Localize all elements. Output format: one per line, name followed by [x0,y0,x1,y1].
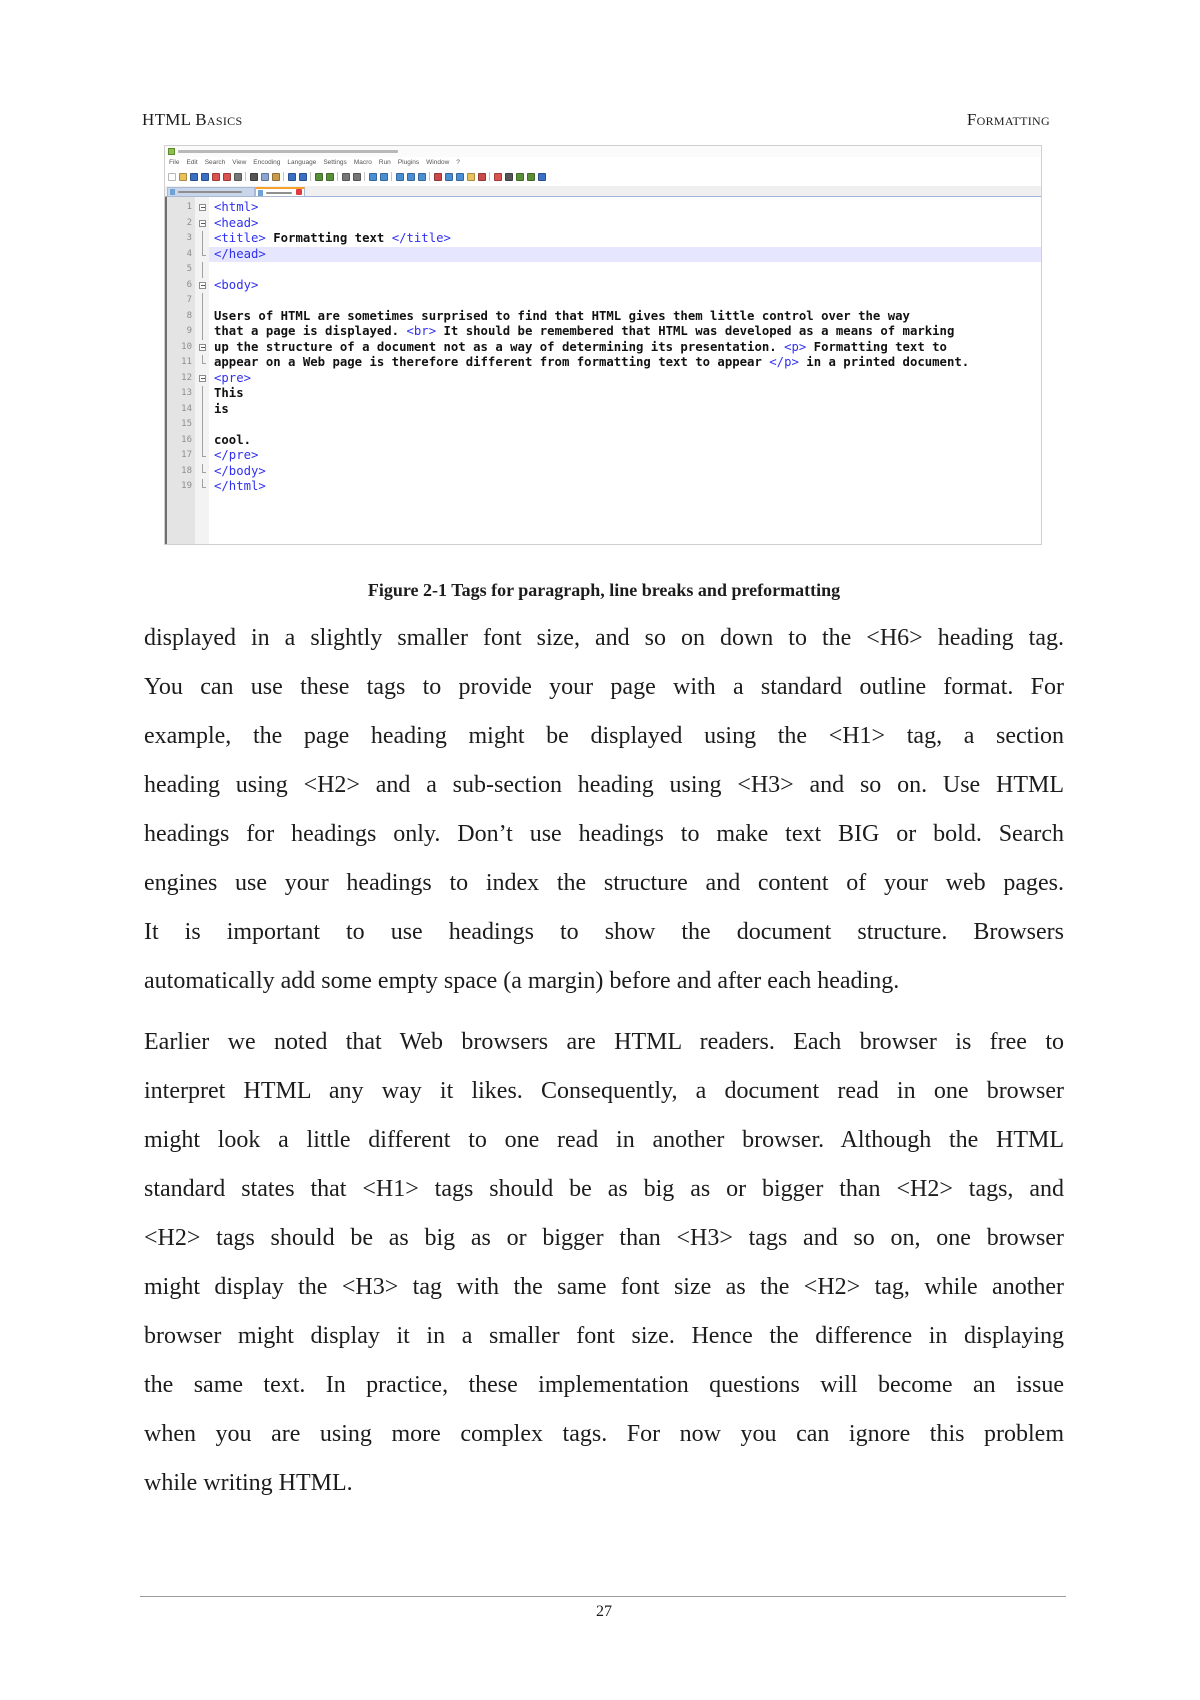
fold-open-icon [198,200,207,216]
replace-icon [326,173,334,181]
sync-vertical-icon [369,173,377,181]
running-header-title: HTML Basics [142,110,243,129]
fold-open-icon [198,371,207,387]
toolbar-separator [337,172,338,181]
start-recording-icon [494,173,502,181]
document-icon [170,189,175,195]
code-line [165,371,1041,387]
paste-icon [272,173,280,181]
line-number: 13 [181,388,192,398]
code-content [214,479,266,495]
code-line [165,324,1041,340]
menu-bar [169,158,460,168]
line-number: 10 [181,341,192,352]
toolbar-separator [283,172,284,181]
fold-end-icon [198,355,207,371]
tab-bar [165,186,1041,197]
find-icon [315,173,323,181]
word-wrap-icon [396,173,404,181]
footer-rule [140,1596,1066,1597]
body-text-line: headings for headings only. Don’t use headings to make text BIG or bold. Search [144,821,1064,847]
code-line [165,386,1041,402]
code-text: Formatting text to [806,339,947,354]
menu-item-window: Window [426,159,450,166]
figure-caption: Figure 2-1 Tags for paragraph, line breaks and preformatting [367,580,841,600]
code-tag: </html> [214,479,266,493]
code-tag: <html> [214,200,259,214]
body-paragraph [144,614,1064,1006]
code-tag: <pre> [214,370,252,385]
code-content [214,278,258,294]
code-line [165,293,1041,309]
run-macro-multiple-icon [527,173,535,181]
code-tag: </title> [391,231,451,245]
code-line [165,417,1041,433]
fold-line-icon [198,402,207,418]
fold-line-icon [198,309,207,325]
fold-open-icon [198,278,207,294]
fold-end-icon [198,448,207,464]
toolbar-separator [245,172,246,181]
show-all-characters-icon [407,173,415,181]
code-line [165,448,1041,464]
code-text: This [214,386,244,400]
code-content [214,464,266,480]
fold-line-icon [198,417,207,433]
current-line-highlight [209,247,1041,263]
fold-end-icon [198,479,207,495]
line-number: 15 [181,419,192,429]
menu-item-language: Language [287,159,317,166]
indent-guide-icon [418,173,426,181]
code-line [165,309,1041,325]
close-icon [212,173,220,181]
fold-open-icon [198,340,207,356]
zoom-out-icon [353,173,361,181]
code-content [214,200,258,216]
running-header-chapter: Formatting [966,110,1050,129]
code-content [214,216,258,232]
code-text: that a page is displayed. [214,324,407,338]
menu-item-file: File [169,159,180,166]
body-text-line: the same text. In practice, these implementation questions will become an issue [144,1371,1064,1398]
code-content [214,340,947,356]
fold-line-icon [198,386,207,402]
playback-icon [516,173,524,181]
code-line [165,479,1041,495]
toolbar-separator [310,172,311,181]
line-number: 7 [186,295,192,305]
line-number: 16 [181,434,192,445]
line-number: 6 [186,279,192,290]
code-content [214,371,251,387]
copy-icon [261,173,269,181]
code-tag: </head> [214,246,266,261]
body-text-line: might look a little different to one read in another browser. Although the HTML [144,1126,1064,1153]
print-icon [234,173,242,181]
code-text: Formatting text [265,231,392,245]
code-tag: <body> [214,277,259,292]
code-tag: </body> [214,463,266,478]
body-text-line: example, the page heading might be displayed using the <H1> tag, a section [144,723,1064,749]
code-content [214,433,251,449]
code-tag: <title> [214,231,266,245]
body-text [144,614,1064,1508]
body-text-line: interpret HTML any way it likes. Consequently, a document read in one browser [144,1077,1064,1104]
folder-workspace-icon [467,173,475,181]
body-text-line: when you are using more complex tags. For now you can ignore this problem [144,1420,1064,1447]
body-text-line: Earlier we noted that Web browsers are HTML readers. Each browser is free to [144,1028,1064,1055]
page-number: 27 [596,1603,612,1620]
code-line [165,340,1041,356]
menu-item-search: Search [204,159,226,166]
document-map-icon [445,173,453,181]
fold-line-icon [198,324,207,340]
close-all-icon [223,173,231,181]
close-icon [296,189,302,195]
line-number: 2 [186,217,192,228]
line-number: 11 [181,357,192,367]
code-text: It should be remembered that HTML was developed as a means of marking [436,324,955,338]
toolbar-separator [391,172,392,181]
undo-icon [288,173,296,181]
code-tag: </pre> [214,448,259,462]
code-line [165,355,1041,371]
new-file-icon [168,173,176,181]
fold-end-icon [198,247,207,263]
tab-label [266,192,292,194]
fold-line-icon [198,433,207,449]
line-number: 9 [186,326,192,336]
zoom-in-icon [342,173,350,181]
fold-end-icon [198,464,207,480]
monitoring-icon [478,173,486,181]
menu-item-run: Run [378,159,391,166]
code-tag: <br> [406,324,437,338]
toolbar [168,171,549,182]
open-file-icon [179,173,187,181]
body-text-line: might display the <H3> tag with the same font size as the <H2> tag, while another [144,1273,1064,1300]
user-defined-language-icon [434,173,442,181]
code-line [165,433,1041,449]
save-icon [190,173,198,181]
sync-horizontal-icon [380,173,388,181]
code-line [165,247,1041,263]
stop-recording-icon [505,173,513,181]
code-content [214,231,451,247]
line-number: 8 [186,310,192,321]
fold-line-icon [198,293,207,309]
line-number: 17 [181,450,192,460]
function-list-icon [456,173,464,181]
code-text: cool. [214,432,252,447]
document-icon [258,190,263,196]
code-line [165,231,1041,247]
code-line [165,278,1041,294]
figure-editor-screenshot [164,145,1042,545]
code-tag: </p> [769,355,799,369]
menu-item-view: View [232,159,247,166]
line-number: 5 [186,264,192,274]
toolbar-separator [364,172,365,181]
menu-item-encoding: Encoding [253,159,281,166]
menu-item-plugins: Plugins [397,159,420,166]
body-paragraph [144,1018,1064,1508]
body-text-line: standard states that <H1> tags should be as big as or bigger than <H2> tags, and [144,1175,1064,1202]
menu-item-help: ? [456,159,460,166]
body-text-line: It is important to use headings to show the document structure. Browsers [144,919,1064,945]
code-line [165,262,1041,278]
notepad-app-icon [168,148,175,155]
body-text-line: You can use these tags to provide your page with a standard outline format. For [144,674,1064,700]
code-content [214,247,266,263]
code-line [165,402,1041,418]
code-text: up the structure of a document not as a way of determining its presentation. [214,339,785,354]
code-content [214,309,910,325]
tab-label [178,191,242,193]
code-text: appear on a Web page is therefore different from formatting text to appear [214,355,770,369]
menu-item-settings: Settings [323,159,347,166]
redo-icon [299,173,307,181]
code-editor [165,197,1041,544]
body-text-line: browser might display it in a smaller font size. Hence the difference in displaying [144,1322,1064,1349]
body-text-line: displayed in a slightly smaller font size, and so on down to the <H6> heading tag. [144,625,1064,651]
body-text-line: automatically add some empty space (a margin) before and after each heading. [144,968,900,994]
code-content [214,402,229,418]
toolbar-separator [489,172,490,181]
code-lines [165,200,1041,495]
line-number: 4 [186,248,192,259]
save-all-icon [201,173,209,181]
save-macro-icon [538,173,546,181]
code-content [214,448,258,464]
window-title [178,150,398,153]
fold-line-icon [198,262,207,278]
line-number: 18 [181,465,192,476]
code-text: in a printed document. [798,355,970,369]
line-number: 19 [181,481,192,491]
body-text-line: while writing HTML. [144,1469,353,1496]
menu-item-edit: Edit [186,159,198,166]
code-line [165,200,1041,216]
code-content [214,386,244,402]
body-text-line: engines use your headings to index the structure and content of your web pages. [144,870,1064,896]
code-content [214,355,969,371]
body-text-line: heading using <H2> and a sub-section heading using <H3> and so on. Use HTML [144,772,1064,798]
line-number: 14 [181,403,192,414]
document-tab-active [255,187,305,197]
code-tag: <head> [214,215,259,230]
code-content [214,324,954,340]
code-tag: <p> [784,339,807,354]
fold-line-icon [198,231,207,247]
line-number: 3 [186,233,192,243]
fold-open-icon [198,216,207,232]
line-number: 12 [181,372,192,383]
toolbar-separator [429,172,430,181]
code-text: is [214,401,229,416]
body-text-line: <H2> tags should be as big as or bigger than <H3> tags and so on, one browser [144,1224,1064,1251]
document-tab [167,187,255,197]
code-text: Users of HTML are sometimes surprised to find that HTML gives them little control over the way [214,308,910,323]
menu-item-macro: Macro [353,159,372,166]
code-line [165,216,1041,232]
cut-icon [250,173,258,181]
line-number: 1 [186,202,192,212]
window-title-bar [165,146,1041,157]
code-line [165,464,1041,480]
